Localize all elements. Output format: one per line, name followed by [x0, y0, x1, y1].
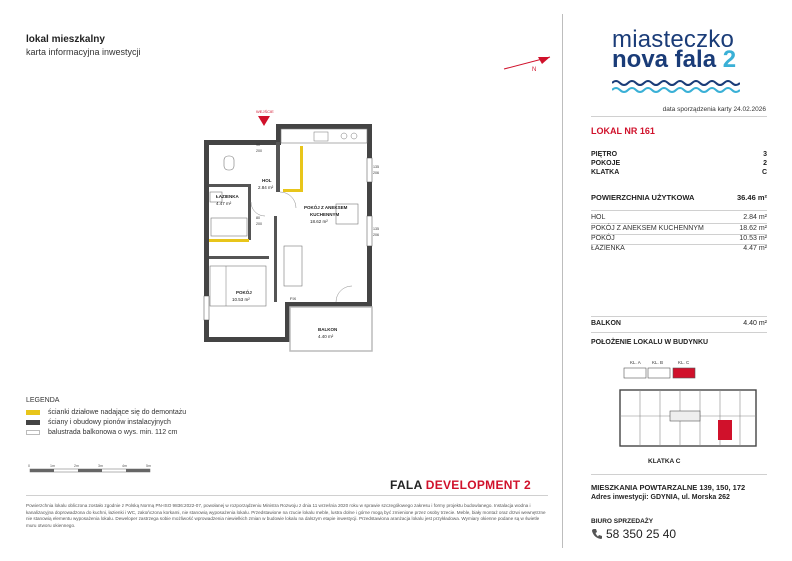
disclaimer-text: Powierzchnia lokalu obliczona zostało zgodnie z Polską Normą PN-ISO 9836:2022-07, powołanej w rozporządzeniu Ministra Rozwoju z dnia 11 września 2020 roku w sprawie szczegółowego zakresu i formy projektu budowlanego. Instalacja wodna i kanalizacyjna doprowadzona do kuchni, łazienki i WC, zakończona korkami, nie stanowią wyposażenia lokalu. Przedstawione na rzucie lokalu meble, lustra dolne i górne mogą być zmienione przez osoby trzecie. Meble, biały montaż oraz drzwi wewnętrzne nie stanowią elementu wyposażenia lokalu. Deweloper zastrzega sobie możliwość wprowadzenia niewielkich zmian w budowie lokalu na dalszym etapie inwestycji. Przedstawiona aranżacja lokalu jest przykładowa. Wymiary okienne podane są w świetle muru otworu okiennego. — [26, 503, 546, 528]
stair-block-c — [673, 368, 695, 378]
entrance-arrow-icon — [258, 116, 270, 126]
brand-part1: FALA — [390, 478, 423, 492]
room-row — [591, 225, 767, 232]
stair-label-a: KL. A — [630, 360, 641, 365]
stair-block-b — [648, 368, 670, 378]
brand-part2: DEVELOPMENT 2 — [425, 478, 531, 492]
separator — [591, 316, 767, 317]
project-address: Adres inwestycji: GDYNIA, ul. Morska 262 — [591, 494, 730, 501]
sales-phone[interactable]: 58 350 25 40 — [606, 527, 677, 541]
room-area: 2.84 m² — [743, 214, 767, 221]
sofa-icon — [284, 246, 302, 286]
separator — [591, 223, 767, 224]
separator — [591, 210, 767, 211]
room-label-hol: HOL — [262, 178, 272, 183]
scale-tick: 3m — [98, 464, 103, 468]
balcony-row — [591, 320, 767, 327]
room-area-bathroom: 4.47 m² — [216, 201, 232, 206]
scale-tick: 0 — [28, 464, 30, 468]
rooms-row — [591, 160, 767, 167]
room-row — [591, 245, 767, 252]
stair-row — [591, 169, 767, 176]
stair-label: KLATKA — [591, 169, 620, 176]
legend-swatch — [26, 410, 40, 415]
legend-swatch — [26, 430, 40, 435]
panel-divider — [562, 14, 563, 548]
scale-tick: 5m — [146, 464, 151, 468]
scale-tick: 2m — [74, 464, 79, 468]
room-name: POKÓJ — [591, 235, 615, 242]
door-icon — [336, 286, 352, 302]
room-area-bedroom: 10.53 m² — [232, 297, 250, 302]
legend-swatch — [26, 420, 40, 425]
sales-office-label: BIURO SPRZEDAŻY — [591, 518, 654, 525]
legend-item — [26, 409, 186, 416]
door2-dim-top: 80 — [256, 216, 260, 220]
separator — [591, 474, 767, 475]
location-caption: KLATKA C — [648, 458, 681, 465]
document-subtitle: karta informacyjna inwestycji — [26, 47, 141, 57]
window2-dim-top: 135 — [373, 227, 379, 231]
room-area: 18.62 m² — [739, 225, 767, 232]
rooms-label: POKOJE — [591, 160, 621, 167]
room-name: ŁAZIENKA — [591, 245, 625, 252]
north-arrow-icon — [500, 54, 556, 74]
door-icon — [251, 202, 265, 216]
logo-line2 — [612, 46, 736, 74]
floor-label: PIĘTRO — [591, 151, 618, 158]
floor-plan — [196, 106, 396, 354]
separator — [591, 116, 767, 117]
room-row — [591, 214, 767, 221]
floor-row — [591, 151, 767, 158]
issue-date: data sporządzenia karty 24.02.2026 — [662, 106, 766, 113]
room-name: HOL — [591, 214, 606, 221]
north-label: N — [532, 67, 537, 73]
phone-icon — [591, 528, 603, 540]
building-location-plan — [600, 356, 760, 456]
legend-label: ścianki działowe nadające się do demontażu — [48, 409, 187, 416]
rooms-value: 2 — [763, 160, 767, 167]
room-area-hol: 2.84 m² — [258, 185, 274, 190]
room-label-bedroom: POKÓJ — [236, 290, 252, 295]
stair-label-b: KL. B — [652, 360, 664, 365]
unit-number: LOKAL NR 161 — [591, 126, 655, 136]
stair-label-c: KL. C — [678, 360, 690, 365]
stair-value: C — [761, 169, 767, 176]
legend-title: LEGENDA — [26, 397, 60, 404]
room-name: POKÓJ Z ANEKSEM KUCHENNYM — [591, 225, 704, 232]
bathtub-icon — [211, 218, 247, 236]
room-area: 4.47 m² — [743, 245, 767, 252]
legend-label: ściany i obudowy pionów instalacyjnych — [48, 419, 171, 426]
document-title: lokal mieszkalny — [26, 34, 105, 45]
room-label-living-2: KUCHENNYM — [310, 212, 340, 217]
unit-highlight — [718, 420, 732, 440]
location-title: POŁOŻENIE LOKALU W BUDYNKU — [591, 339, 709, 346]
balcony-area: 4.40 m² — [743, 320, 767, 327]
door2-dim-bottom: 200 — [256, 222, 262, 226]
scale-tick: 4m — [122, 464, 127, 468]
balcony-label: BALKON — [591, 320, 621, 327]
window — [367, 216, 372, 246]
room-area-living: 18.62 m² — [310, 219, 328, 224]
project-name: MIESZKANIA POWTARZALNE 139, 150, 172 — [591, 483, 746, 492]
developer-brand — [390, 478, 531, 492]
window-dim-top: 135 — [373, 165, 379, 169]
separator — [26, 495, 548, 496]
room-row — [591, 235, 767, 242]
legend-item — [26, 429, 177, 436]
window-dim-bottom: 206 — [373, 171, 379, 175]
fix-label: FIX — [290, 296, 297, 301]
door-dim-top: 90 — [256, 143, 260, 147]
door-icon — [280, 192, 296, 208]
waves-icon — [612, 78, 740, 94]
door-dim-bottom: 200 — [256, 149, 262, 153]
stair-block-a — [624, 368, 646, 378]
room-label-living: POKÓJ Z ANEKSEM — [304, 205, 348, 210]
room-label-bathroom: ŁAZIENKA — [216, 194, 239, 199]
usable-area-row — [591, 193, 767, 202]
scale-tick: 1m — [50, 464, 55, 468]
room-label-balcony: BALKON — [318, 327, 338, 332]
room-area: 10.53 m² — [739, 235, 767, 242]
legend-item — [26, 419, 171, 426]
floor-value: 3 — [763, 151, 767, 158]
legend-label: balustrada balkonowa o wys. min. 112 cm — [48, 429, 178, 436]
separator — [591, 332, 767, 333]
room-area-balcony: 4.40 m² — [318, 334, 334, 339]
window — [204, 296, 209, 320]
usable-area-label: POWIERZCHNIA UŻYTKOWA — [591, 193, 695, 202]
logo-line1: miasteczko — [612, 26, 735, 53]
scale-bar — [26, 462, 176, 476]
window2-dim-bottom: 206 — [373, 233, 379, 237]
logo-number: 2 — [722, 46, 737, 73]
window — [367, 158, 372, 182]
entrance-label: WEJŚCIE — [256, 109, 274, 114]
logo-name: nova fala — [612, 46, 717, 73]
usable-area-value: 36.46 m² — [736, 193, 767, 202]
toilet-icon — [224, 156, 234, 170]
